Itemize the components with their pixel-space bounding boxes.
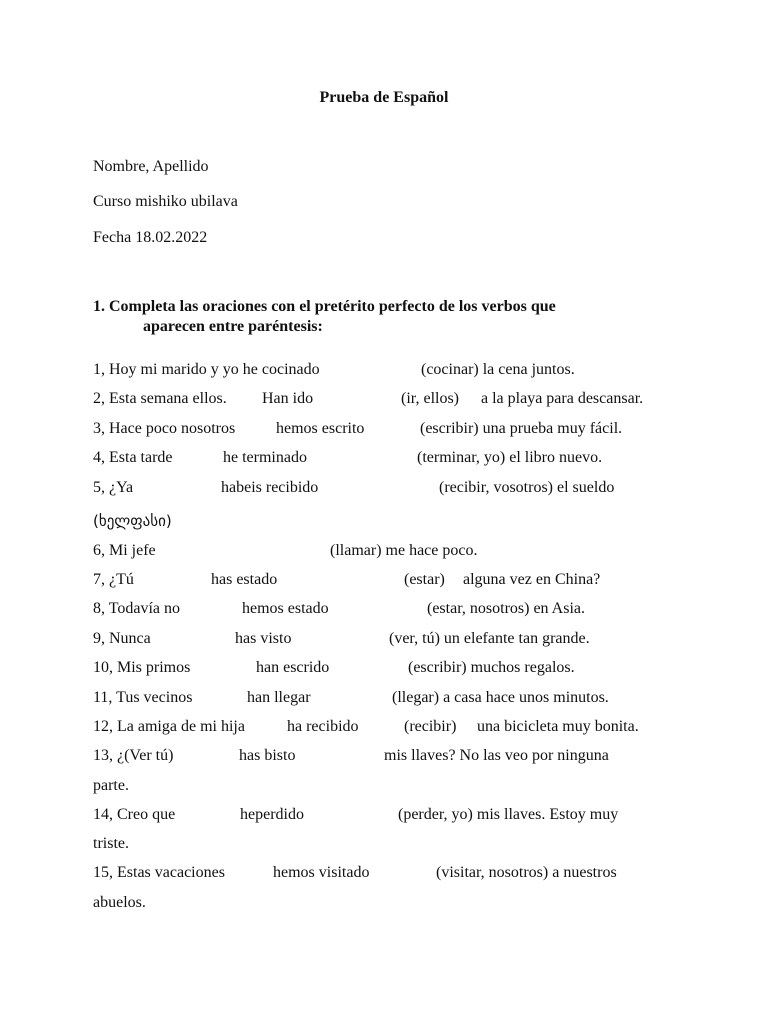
sentence-end: mis llaves? No las veo por ninguna	[384, 747, 609, 764]
exercise-line-14	[0, 804, 768, 826]
sentence-start: 15, Estas vacaciones	[93, 864, 225, 881]
student-answer: ha recibido	[287, 718, 359, 735]
sentence-end: (perder, yo) mis llaves. Estoy muy	[398, 806, 619, 823]
exercise-line-5	[0, 477, 768, 499]
exercise-line-7	[0, 569, 768, 591]
exercise-line-10	[0, 657, 768, 679]
instruction-line-2: aparecen entre paréntesis:	[143, 318, 323, 335]
student-answer: hemos visitado	[273, 864, 370, 881]
name-line: Nombre, Apellido	[93, 158, 209, 175]
exercise-line-13	[0, 745, 768, 767]
student-answer: hemos estado	[242, 600, 329, 617]
sentence-continuation: triste.	[93, 835, 129, 852]
sentence-end: a la playa para descansar.	[481, 390, 644, 407]
translation-note: (ხელფასი)	[93, 512, 172, 530]
exercise-line-12	[0, 716, 768, 738]
sentence-start: 3, Hace poco nosotros	[93, 420, 236, 437]
exercise-line-5-continued	[0, 510, 768, 532]
student-answer: habeis recibido	[221, 479, 319, 496]
exercise-line-15	[0, 862, 768, 884]
verb-hint: (ir, ellos)	[401, 390, 460, 407]
sentence-start: 2, Esta semana ellos.	[93, 390, 227, 407]
sentence-start: 12, La amiga de mi hija	[93, 718, 245, 735]
sentence-end: (visitar, nosotros) a nuestros	[436, 864, 617, 881]
sentence-start: 5, ¿Ya	[93, 479, 134, 496]
student-answer: Han ido	[262, 390, 314, 407]
document-title: Prueba de Español	[319, 89, 449, 106]
sentence-end: (terminar, yo) el libro nuevo.	[417, 449, 603, 466]
sentence-start: 1, Hoy mi marido y yo he cocinado	[93, 361, 320, 378]
sentence-start: 7, ¿Tú	[93, 571, 134, 588]
exercise-line-6	[0, 540, 768, 562]
student-answer: has visto	[235, 630, 292, 647]
sentence-start: 10, Mis primos	[93, 659, 191, 676]
sentence-end: (ver, tú) un elefante tan grande.	[389, 630, 590, 647]
sentence-end: (escribir) una prueba muy fácil.	[420, 420, 623, 437]
student-answer: heperdido	[240, 806, 304, 823]
exercise-line-8	[0, 598, 768, 620]
instruction-line-1: 1. Completa las oraciones con el pretérito perfecto de los verbos que	[93, 298, 556, 315]
sentence-continuation: abuelos.	[93, 894, 146, 911]
sentence-end: (llamar) me hace poco.	[330, 542, 478, 559]
student-answer: hemos escrito	[276, 420, 365, 437]
sentence-end: (estar, nosotros) en Asia.	[427, 600, 585, 617]
sentence-end: (recibir, vosotros) el sueldo	[439, 479, 615, 496]
student-answer: han llegar	[247, 689, 311, 706]
course-line: Curso mishiko ubilava	[93, 193, 238, 210]
date-line: Fecha 18.02.2022	[93, 229, 208, 246]
sentence-start: 8, Todavía no	[93, 600, 181, 617]
verb-hint: (estar)	[404, 571, 445, 588]
exercise-line-3	[0, 418, 768, 440]
sentence-end: (escribir) muchos regalos.	[408, 659, 575, 676]
exercise-instruction	[93, 297, 556, 337]
student-answer: han escrido	[256, 659, 330, 676]
student-answer: has bisto	[239, 747, 296, 764]
sentence-start: 14, Creo que	[93, 806, 176, 823]
sentence-continuation: parte.	[93, 777, 129, 794]
sentence-start: 6, Mi jefe	[93, 542, 156, 559]
exercise-line-11	[0, 687, 768, 709]
sentence-end: (llegar) a casa hace unos minutos.	[392, 689, 609, 706]
exercise-line-15-continued	[0, 892, 768, 914]
exercise-line-14-continued	[0, 833, 768, 855]
sentence-end: una bicicleta muy bonita.	[477, 718, 639, 735]
exercise-line-4	[0, 447, 768, 469]
exercise-line-2	[0, 388, 768, 410]
sentence-start: 11, Tus vecinos	[93, 689, 193, 706]
exercise-line-9	[0, 628, 768, 650]
student-answer: he terminado	[223, 449, 307, 466]
sentence-end: (cocinar) la cena juntos.	[421, 361, 575, 378]
sentence-start: 4, Esta tarde	[93, 449, 173, 466]
sentence-start: 9, Nunca	[93, 630, 151, 647]
sentence-end: alguna vez en China?	[463, 571, 601, 588]
sentence-start: 13, ¿(Ver tú)	[93, 747, 174, 764]
exercise-line-13-continued	[0, 775, 768, 797]
exercise-line-1	[0, 359, 768, 381]
verb-hint: (recibir)	[404, 718, 457, 735]
student-answer: has estado	[211, 571, 278, 588]
